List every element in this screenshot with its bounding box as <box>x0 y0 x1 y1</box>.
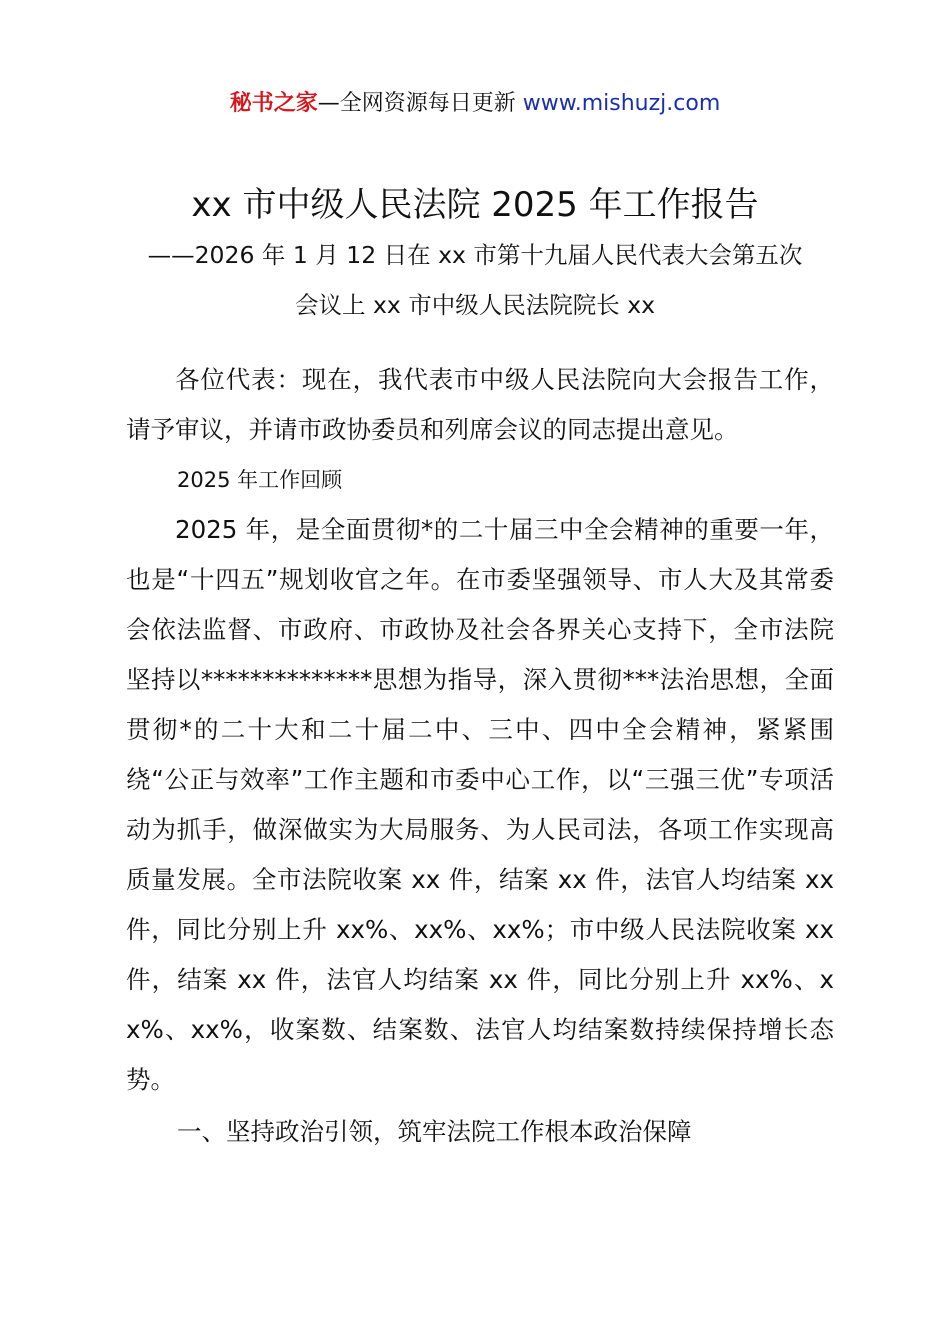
salutation-paragraph: 各位代表：现在，我代表市中级人民法院向大会报告工作，请予审议，并请市政协委员和列席会议的同志提出意见。 <box>126 365 834 444</box>
document-body <box>126 355 834 1157</box>
document-subtitle-line2: 会议上 xx 市中级人民法院院长 xx <box>294 291 656 319</box>
section1-heading: 一、坚持政治引领，筑牢法院工作根本政治保障 <box>177 1117 692 1146</box>
document-title: xx 市中级人民法院 2025 年工作报告 <box>191 185 759 225</box>
document-subtitle-line1: ——2026 年 1 月 12 日在 xx 市第十九届人民代表大会第五次 <box>147 241 803 269</box>
header-tagline: —全网资源每日更新 <box>317 91 523 116</box>
review-paragraph: 2025 年，是全面贯彻*的二十届三中全会精神的重要一年，也是“十四五”规划收官之年。在市委坚强领导、市人大及其常委会依法监督、市政府、市政协及社会各界关心支持下，全市法院坚持以**************思想为指导，深入贯彻***法治思想，全面贯彻*的二十大和二十届二中、三中、四中全会精神，紧紧围绕“公正与效率”工作主题和市委中心工作，以“三强三优”专项活动为抓手，做深做实为大局服务、为人民司法，各项工作实现高质量发展。全市法院收案 xx 件，结案 xx 件，法官人均结案 xx 件，同比分别上升 xx%、xx%、xx%；市中级人民法院收案 xx 件，结案 xx 件，法官人均结案 xx 件，同比分别上升 xx%、xx%、xx%，收案数、结案数、法官人均结案数持续保持增长态势。 <box>126 515 834 1094</box>
site-url-link[interactable]: www.mishuzj.com <box>522 91 721 116</box>
review-heading: 2025 年工作回顾 <box>177 468 343 492</box>
brand-name: 秘书之家 <box>229 91 318 116</box>
site-header <box>0 86 950 122</box>
